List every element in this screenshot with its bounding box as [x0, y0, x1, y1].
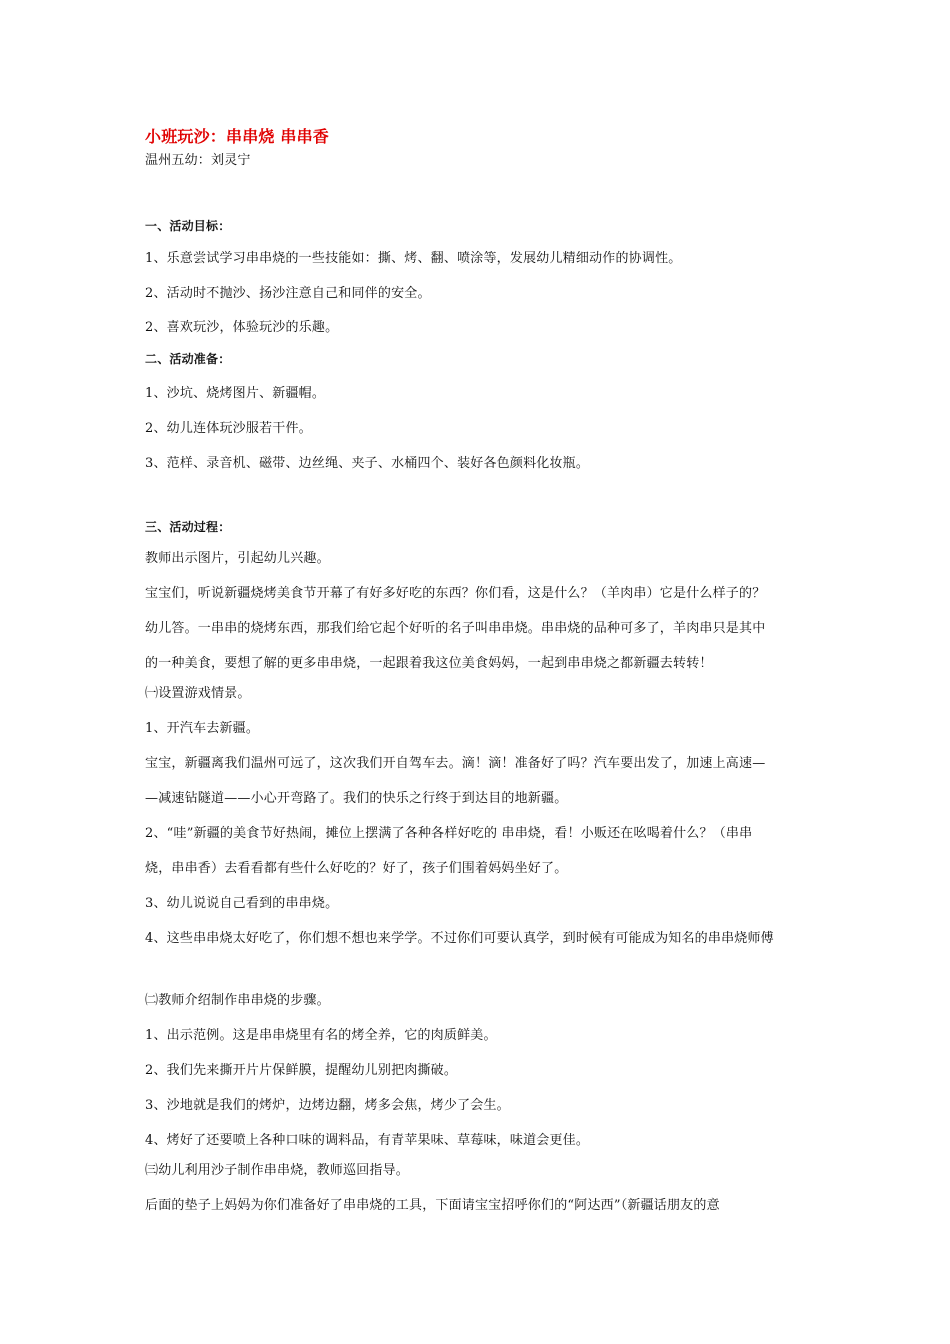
paragraph-line: 3、幼儿说说自己看到的串串烧。	[145, 896, 339, 911]
paragraph-line: 的一种美食，要想了解的更多串串烧，一起跟着我这位美食妈妈，一起到串串烧之都新疆去转转！	[145, 656, 713, 671]
subsection-heading: ㈡教师介绍制作串串烧的步骤。	[145, 993, 330, 1008]
goal-item: 2、活动时不抛沙、扬沙注意自己和同伴的安全。	[145, 286, 431, 301]
paragraph-line: 4、烤好了还要喷上各种口味的调料品，有青苹果味、草莓味，味道会更佳。	[145, 1133, 590, 1148]
section-heading-preparation: 二、活动准备：	[145, 352, 231, 366]
goal-item: 2、喜欢玩沙，体验玩沙的乐趣。	[145, 320, 339, 335]
paragraph-line: 烧，串串香）去看看都有些什么好吃的？好了，孩子们围着妈妈坐好了。	[145, 861, 568, 876]
section-heading-goals: 一、活动目标：	[145, 219, 231, 233]
subsection-heading: ㈠设置游戏情景。	[145, 686, 251, 701]
paragraph-line: 宝宝，新疆离我们温州可远了，这次我们开自驾车去。滴！滴！准备好了吗？汽车要出发了，加速上高速—	[145, 756, 766, 771]
goal-item: 1、乐意尝试学习串串烧的一些技能如：撕、烤、翻、喷涂等，发展幼儿精细动作的协调性。	[145, 251, 682, 266]
section-heading-process: 三、活动过程：	[145, 520, 231, 534]
paragraph-line: —减速钻隧道——小心开弯路了。我们的快乐之行终于到达目的地新疆。	[145, 791, 568, 806]
paragraph-line: 幼儿答。一串串的烧烤东西，那我们给它起个好听的名子叫串串烧。串串烧的品种可多了，羊肉串只是其中	[145, 621, 766, 636]
subsection-heading: ㈢幼儿利用沙子制作串串烧，教师巡回指导。	[145, 1163, 410, 1178]
paragraph-line: 教师出示图片，引起幼儿兴趣。	[145, 551, 330, 566]
paragraph-line: 宝宝们，听说新疆烧烤美食节开幕了有好多好吃的东西？你们看，这是什么？（羊肉串）它是什么样子的？	[145, 586, 766, 601]
paragraph-line: 3、沙地就是我们的烤炉，边烤边翻，烤多会焦，烤少了会生。	[145, 1098, 510, 1113]
preparation-item: 1、沙坑、烧烤图片、新疆帽。	[145, 386, 326, 401]
paragraph-line: 4、这些串串烧太好吃了，你们想不想也来学学。不过你们可要认真学，到时候有可能成为知名的串串烧师傅	[145, 931, 774, 946]
paragraph-line: 1、出示范例。这是串串烧里有名的烤全养，它的肉质鲜美。	[145, 1028, 497, 1043]
preparation-item: 3、范样、录音机、磁带、边丝绳、夹子、水桶四个、装好各色颜料化妆瓶。	[145, 456, 590, 471]
preparation-item: 2、幼儿连体玩沙服若干件。	[145, 421, 312, 436]
document-title: 小班玩沙：串串烧 串串香	[145, 127, 329, 146]
paragraph-line: 2、“哇”新疆的美食节好热闹，摊位上摆满了各种各样好吃的 串串烧，看！小贩还在吆喝着什么？（串串	[145, 826, 753, 841]
paragraph-line: 1、开汽车去新疆。	[145, 721, 260, 736]
paragraph-line: 后面的垫子上妈妈为你们准备好了串串烧的工具，下面请宝宝招呼你们的“阿达西”（新疆话朋友的意	[145, 1198, 720, 1213]
author-line: 温州五幼：刘灵宁	[145, 153, 251, 168]
paragraph-line: 2、我们先来撕开片片保鲜膜，提醒幼儿别把肉撕破。	[145, 1063, 458, 1078]
